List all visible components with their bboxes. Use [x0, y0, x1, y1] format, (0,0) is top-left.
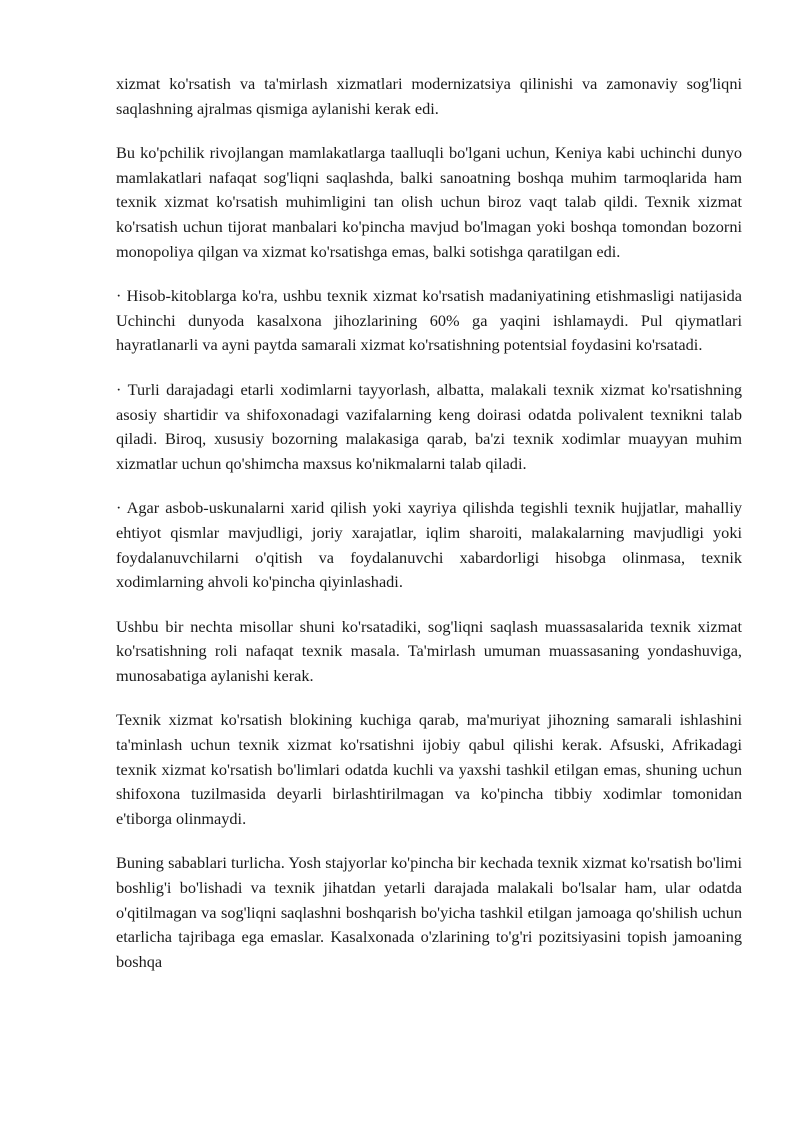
paragraph: Texnik xizmat ko'rsatish blokining kuchiga qarab, ma'muriyat jihozning samarali ishlashini ta'minlash uchun texnik xizmat ko'rsatishni ijobiy qabul qilishi kerak. Afsuski, Afrikadagi texnik xizmat ko'rsatish bo'limlari odatda kuchli va yaxshi tashkil etilgan emas, shuning uchun shifoxona tuzilmasida deyarli birlashtirilmagan va ko'pincha tibbiy xodimlar tomonidan e'tiborga olinmaydi.: [116, 710, 742, 828]
bullet-paragraph: · Agar asbob-uskunalarni xarid qilish yoki xayriya qilishda tegishli texnik hujjatlar, mahalliy ehtiyot qismlar mavjudligi, joriy xarajatlar, iqlim sharoiti, malakalarning mavjudligi yoki foydalanuvchilarni o'qitish va foydalanuvchi xabardorligi hisobga olinmasa, texnik xodimlarning ahvoli ko'pincha qiyinlashadi.: [116, 498, 742, 592]
bullet-paragraph: · Hisob-kitoblarga ko'ra, ushbu texnik xizmat ko'rsatish madaniyatining etishmasligi natijasida Uchinchi dunyoda kasalxona jihozlarining 60% ga yaqini ishlamaydi. Pul qiymatlari hayratlanarli va ayni paytda samarali xizmat ko'rsatishning potentsial foydasini ko'rsatadi.: [116, 286, 742, 355]
document-body: [116, 72, 742, 994]
bullet-paragraph: · Turli darajadagi etarli xodimlarni tayyorlash, albatta, malakali texnik xizmat ko'rsatishning asosiy shartidir va shifoxonadagi vazifalarning keng doirasi odatda polivalent texnikni talab qiladi. Biroq, xususiy bozorning malakasiga qarab, ba'zi texnik xodimlar muayyan muhim xizmatlar uchun qo'shimcha maxsus ko'nikmalarni talab qiladi.: [116, 379, 742, 473]
paragraph: Ushbu bir nechta misollar shuni ko'rsatadiki, sog'liqni saqlash muassasalarida texnik xizmat ko'rsatishning roli nafaqat texnik masala. Ta'mirlash umuman muassasaning yondashuviga, munosabatiga aylanishi kerak.: [116, 616, 742, 685]
paragraph: xizmat ko'rsatish va ta'mirlash xizmatlari modernizatsiya qilinishi va zamonaviy sog'liqni saqlashning ajralmas qismiga aylanishi kerak edi.: [116, 74, 742, 118]
paragraph: Buning sabablari turlicha. Yosh stajyorlar ko'pincha bir kechada texnik xizmat ko'rsatish bo'limi boshlig'i bo'lishadi va texnik jihatdan yetarli darajada malakali bo'lsalar ham, ular odatda o'qitilmagan va sog'liqni saqlashni boshqarish bo'yicha tashkil etilgan jamoaga qo'shilish uchun etarlicha tajribaga ega emaslar. Kasalxonada o'zlarining to'g'ri pozitsiyasini topish jamoaning boshqa: [116, 853, 742, 971]
paragraph: Bu ko'pchilik rivojlangan mamlakatlarga taalluqli bo'lgani uchun, Keniya kabi uchinchi dunyo mamlakatlari nafaqat sog'liqni saqlashda, balki sanoatning boshqa muhim tarmoqlarida ham texnik xizmat ko'rsatish muhimligini tan olish uchun biroz vaqt talab qildi. Texnik xizmat ko'rsatish uchun tijorat manbalari ko'pincha mavjud bo'lmagan yoki boshqa tomondan bozorni monopoliya qilgan va xizmat ko'rsatishga emas, balki sotishga qaratilgan edi.: [116, 143, 742, 261]
